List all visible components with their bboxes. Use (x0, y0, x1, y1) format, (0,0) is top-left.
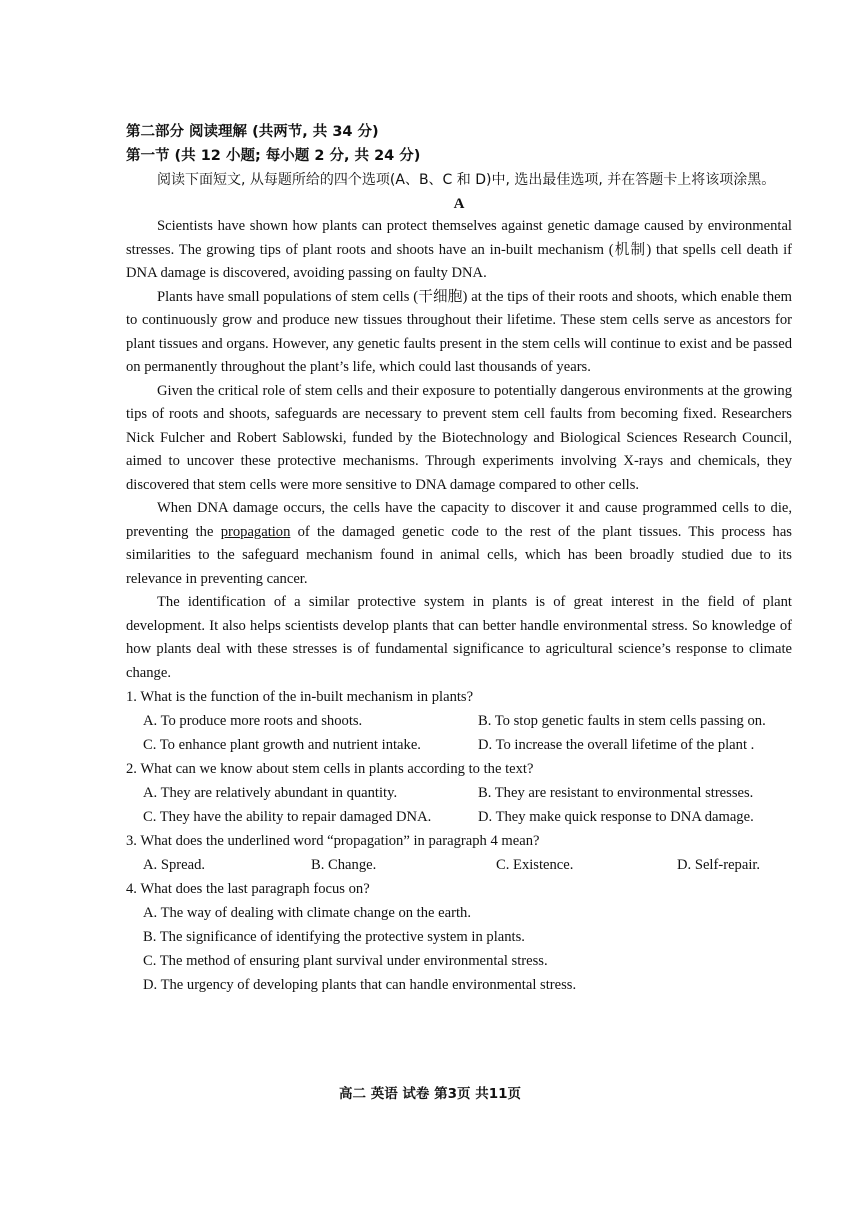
option-b: B. To stop genetic faults in stem cells passing on. (478, 713, 766, 729)
question-2 (126, 757, 792, 829)
option-a: A. They are relatively abundant in quantity. (143, 785, 398, 801)
passage-paragraph-3: Given the critical role of stem cells and their exposure to potentially dangerous environments at the growing tips of roots and shoots, safeguards are necessary to prevent stem cell faults from becoming fixed. Researchers Nick Fulcher and Robert Sablowski, funded by the Biotechnology and Biological Sciences Research Council, aimed to uncover these protective mechanisms. Through experiments involving X-rays and chemicals, they discovered that stem cells were more sensitive to DNA damage compared to other cells. (126, 382, 792, 493)
option-d: D. To increase the overall lifetime of the plant . (478, 737, 755, 753)
options-list (143, 853, 792, 877)
option-d: D. Self-repair. (677, 857, 761, 873)
instruction-text: 阅读下面短文, 从每题所给的四个选项(A、B、C 和 D)中, 选出最佳选项, 并在答题卡上将该项涂黑。 (157, 172, 776, 188)
option-b: B. They are resistant to environmental stresses. (478, 785, 754, 801)
question-text: 2. What can we know about stem cells in plants according to the text? (126, 761, 534, 777)
option-a: A. The way of dealing with climate change on the earth. (143, 905, 471, 921)
option-c: C. To enhance plant growth and nutrient intake. (143, 737, 421, 753)
part-heading: 第二部分 阅读理解 (共两节, 共 34 分) (126, 124, 379, 140)
options-list (143, 901, 792, 997)
question-text: 1. What is the function of the in-built mechanism in plants? (126, 689, 474, 705)
option-b: B. The significance of identifying the protective system in plants. (143, 929, 525, 945)
question-3 (126, 829, 792, 877)
question-text: 4. What does the last paragraph focus on? (126, 881, 370, 897)
option-c: C. The method of ensuring plant survival under environmental stress. (143, 953, 548, 969)
option-d: D. The urgency of developing plants that can handle environmental stress. (143, 977, 577, 993)
passage-paragraph-2: Plants have small populations of stem cells (干细胞) at the tips of their roots and shoots, which enable them to continuously grow and produce new tissues throughout their lifetime. These stem cells serve as ancestors for plant tissues and organs. However, any genetic faults present in the stem cells will continue to exist and be passed on permanently throughout the plant’s life, which could last thousands of years. (126, 288, 792, 375)
question-text: 3. What does the underlined word “propagation” in paragraph 4 mean? (126, 833, 540, 849)
option-a: A. Spread. (143, 857, 206, 873)
paragraph-text: of the damaged genetic code to the rest of the plant tissues. This process has similarities to the safeguard mechanism found in animal cells, which has been broadly studied due to its relevance in preventing cancer. (126, 523, 792, 587)
option-d: D. They make quick response to DNA damage. (478, 809, 754, 825)
option-a: A. To produce more roots and shoots. (143, 713, 363, 729)
passage-paragraph-4 (126, 497, 792, 591)
paragraph-text: When DNA damage occurs, the cells have the capacity to discover it and cause programmed cells to die, preventing the (126, 500, 792, 540)
page-footer: 高二 英语 试卷 第3页 共11页 (339, 1086, 521, 1102)
question-1 (126, 685, 792, 757)
options-list (143, 709, 792, 757)
option-c: C. Existence. (496, 857, 574, 873)
passage-paragraph-1: Scientists have shown how plants can protect themselves against genetic damage caused by environmental stresses. The growing tips of plant roots and shoots have an in-built mechanism (机制) that spells cell death if DNA damage is discovered, avoiding passing on faulty DNA. (126, 218, 792, 281)
option-b: B. Change. (311, 857, 377, 873)
page-content (126, 120, 792, 997)
underlined-word: propagation (220, 523, 291, 540)
passage-paragraph-5: The identification of a similar protective system in plants is of great interest in the field of plant development. It also helps scientists develop plants that can better handle environmental stress. So knowledge of how plants deal with these stresses is of fundamental significance to agricultural science’s response to climate change. (126, 594, 792, 681)
option-c: C. They have the ability to repair damaged DNA. (143, 809, 432, 825)
options-list (143, 781, 792, 829)
passage-title: A (453, 196, 465, 212)
subsection-heading: 第一节 (共 12 小题; 每小题 2 分, 共 24 分) (126, 148, 421, 164)
question-4 (126, 877, 792, 997)
